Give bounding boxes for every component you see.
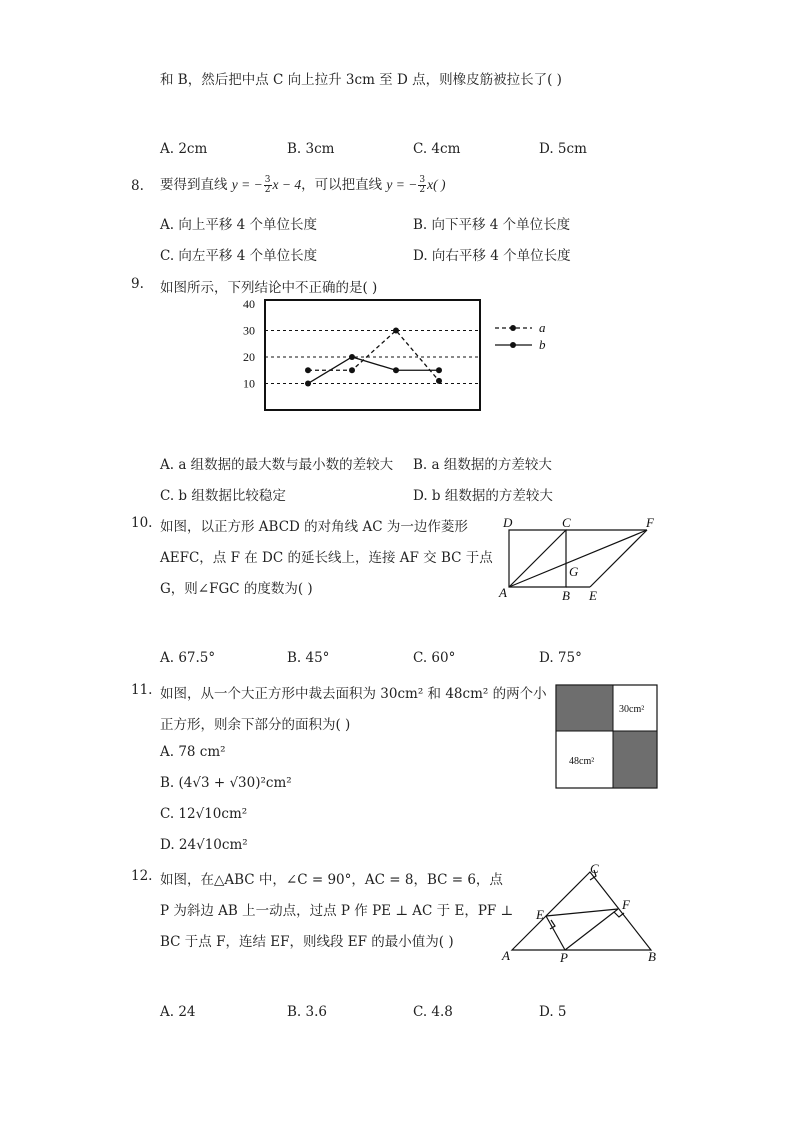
label-e: E — [536, 907, 544, 922]
q10-rhombus-figure — [495, 512, 665, 604]
series-a-line — [308, 331, 439, 381]
q12-number: 12. — [131, 868, 153, 884]
q8-stem-a: 要得到直线 — [160, 177, 232, 193]
q11-line1: 如图，从一个大正方形中裁去面积为 30cm² 和 48cm² 的两个小 — [160, 686, 547, 702]
q8-eq1: y = − — [231, 177, 263, 192]
label-c: C — [562, 515, 571, 530]
series-a-point-3 — [393, 328, 399, 334]
series-b-point-3 — [393, 367, 399, 373]
q8-frac2-num: 3 — [419, 175, 426, 185]
q12-option-b[interactable]: B. 3.6 — [287, 1004, 327, 1020]
q8-frac2-den: 2 — [419, 185, 426, 195]
label-a: A — [502, 948, 510, 963]
q8-fraction-2 — [418, 176, 426, 195]
q12-option-d[interactable]: D. 5 — [539, 1004, 567, 1020]
q9-option-d[interactable]: D. b 组数据的方差较大 — [413, 488, 553, 504]
q10-line2: AEFC，点 F 在 DC 的延长线上，连接 AF 交 BC 于点 — [160, 550, 493, 566]
q7-option-d[interactable]: D. 5cm — [539, 141, 587, 157]
legend-a-marker — [510, 325, 516, 331]
q7-option-a[interactable]: A. 2cm — [160, 141, 208, 157]
q8-option-d[interactable]: D. 向右平移 4 个单位长度 — [413, 248, 571, 264]
series-a-point-2 — [349, 367, 355, 373]
label-30cm2: 30cm² — [619, 704, 645, 715]
ytick-label-30: 30 — [243, 323, 255, 338]
q8-stem — [160, 172, 445, 198]
q8-option-b[interactable]: B. 向下平移 4 个单位长度 — [413, 217, 571, 233]
q10-option-b[interactable]: B. 45° — [287, 650, 330, 666]
segment-fe — [590, 530, 647, 587]
label-e: E — [589, 588, 597, 603]
q7-option-c[interactable]: C. 4cm — [413, 141, 461, 157]
label-b: B — [562, 588, 570, 603]
segment-ep — [546, 916, 565, 950]
q8-option-c[interactable]: C. 向左平移 4 个单位长度 — [160, 248, 318, 264]
q12-option-a[interactable]: A. 24 — [160, 1004, 196, 1020]
diagonal-ac — [509, 530, 566, 587]
q10-number: 10. — [131, 515, 153, 531]
q11-line2: 正方形，则余下部分的面积为( ) — [160, 717, 351, 733]
q9-number: 9. — [131, 276, 144, 292]
ytick-label-10: 10 — [243, 376, 255, 391]
label-48cm2: 48cm² — [569, 756, 595, 767]
q12-option-c[interactable]: C. 4.8 — [413, 1004, 453, 1020]
q11-option-d[interactable]: D. 24√10cm² — [160, 837, 248, 853]
series-a-point-1 — [305, 367, 311, 373]
legend-a-label: a — [539, 320, 546, 335]
label-a: A — [499, 585, 507, 600]
shaded-top-left — [556, 685, 613, 731]
q12-triangle-figure — [498, 862, 663, 967]
q9-stem: 如图所示，下列结论中不正确的是( ) — [160, 280, 378, 296]
q9-option-c[interactable]: C. b 组数据比较稳定 — [160, 488, 286, 504]
q8-frac1-num: 3 — [264, 175, 271, 185]
label-f: F — [622, 897, 630, 912]
chart-frame — [265, 300, 480, 410]
q9-line-chart — [240, 294, 560, 418]
q12-line3: BC 于点 F，连结 EF，则线段 EF 的最小值为( ) — [160, 934, 454, 950]
q8-fraction-1 — [264, 176, 272, 195]
series-b-point-2 — [349, 354, 355, 360]
q11-number: 11. — [131, 682, 153, 698]
triangle-abc — [512, 872, 651, 950]
q11-option-c[interactable]: C. 12√10cm² — [160, 806, 248, 822]
series-b-point-4 — [436, 367, 442, 373]
q12-line1: 如图，在△ABC 中，∠C = 90°，AC = 8，BC = 6，点 — [160, 872, 503, 888]
series-b-point-1 — [305, 381, 311, 387]
q8-stem-b: ，可以把直线 — [301, 177, 387, 193]
q11-option-b[interactable]: B. (4√3 + √30)²cm² — [160, 775, 292, 791]
label-p: P — [560, 950, 568, 965]
q7-stem-tail: 和 B，然后把中点 C 向上拉升 3cm 至 D 点，则橡皮筋被拉长了( ) — [160, 72, 562, 88]
q10-option-a[interactable]: A. 67.5° — [160, 650, 216, 666]
q11-squares-figure — [555, 684, 660, 791]
q8-eq2-tail: x( ) — [427, 177, 446, 192]
q8-number: 8. — [131, 178, 144, 194]
q8-eq1-tail: x − 4 — [272, 177, 302, 192]
q8-frac1-den: 2 — [264, 185, 271, 195]
q10-line3: G，则∠FGC 的度数为( ) — [160, 581, 313, 597]
q7-option-b[interactable]: B. 3cm — [287, 141, 335, 157]
q8-option-a[interactable]: A. 向上平移 4 个单位长度 — [160, 217, 318, 233]
ytick-label-20: 20 — [243, 350, 255, 364]
label-d: D — [503, 515, 513, 530]
q8-eq2: y = − — [386, 177, 418, 192]
q12-line2: P 为斜边 AB 上一动点，过点 P 作 PE ⊥ AC 于 E，PF ⊥ — [160, 903, 514, 919]
label-c: C — [590, 862, 599, 876]
q10-option-c[interactable]: C. 60° — [413, 650, 456, 666]
segment-ef — [546, 909, 618, 916]
series-b-line — [308, 357, 439, 384]
q11-option-a[interactable]: A. 78 cm² — [160, 744, 226, 760]
q10-option-d[interactable]: D. 75° — [539, 650, 582, 666]
legend-b-label: b — [539, 337, 546, 352]
q10-line1: 如图，以正方形 ABCD 的对角线 AC 为一边作菱形 — [160, 519, 468, 535]
label-f: F — [646, 515, 654, 530]
legend-b-marker — [510, 342, 516, 348]
q9-option-a[interactable]: A. a 组数据的最大数与最小数的差较大 — [160, 457, 394, 473]
q9-option-b[interactable]: B. a 组数据的方差较大 — [413, 457, 552, 473]
series-a-point-4 — [436, 378, 442, 384]
shaded-bottom-right — [613, 731, 657, 788]
label-g: G — [569, 564, 579, 579]
ytick-label-40: 40 — [243, 297, 255, 311]
label-b: B — [648, 949, 656, 964]
segment-pf — [565, 909, 618, 950]
